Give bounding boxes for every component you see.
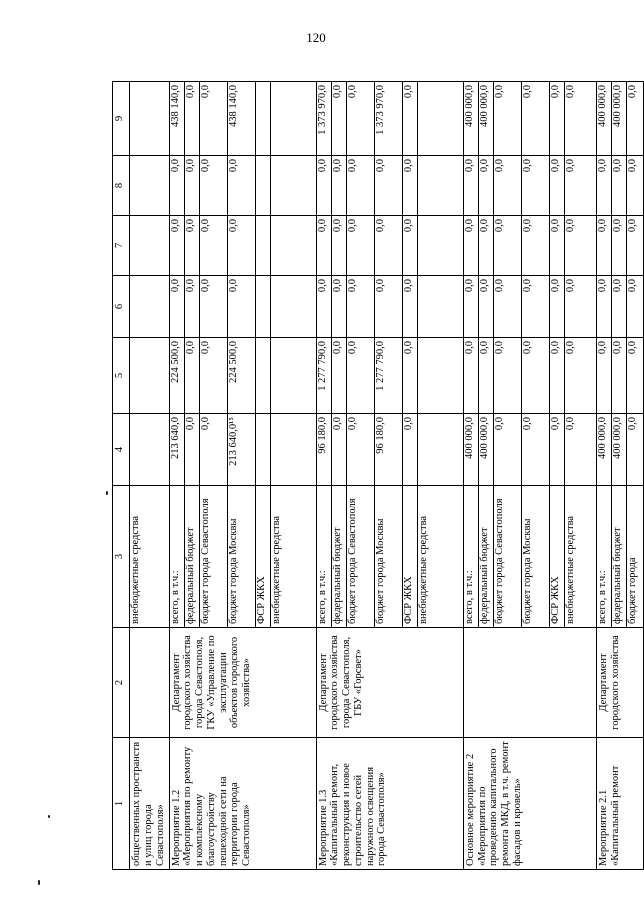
amount-value: 0,0 — [597, 156, 612, 215]
amount-value: 400 000,0 — [464, 82, 479, 155]
amount-value — [271, 156, 311, 215]
amount-value: 400 000,0 — [597, 414, 612, 485]
measure-name-cell: Основное мероприятие 2 «Мероприятия по проведению капитального ремонта МКД, в т.ч. ремонт фасадов и кровель» — [463, 738, 597, 870]
amount-value: 438 140,0 — [228, 82, 256, 155]
amount-value: 0,0 — [564, 279, 576, 293]
amount-value — [271, 216, 311, 275]
amount-cell — [130, 216, 170, 276]
funding-source-cell — [169, 486, 316, 628]
amount-value: 0,0 — [522, 276, 550, 337]
funding-source-line: федеральный бюджет — [185, 486, 200, 627]
amount-value: 0,0 — [479, 216, 494, 275]
amount-value — [256, 414, 271, 485]
funding-source-line: внебюджетные средства — [564, 515, 576, 624]
amount-cell — [130, 414, 170, 486]
amount-value — [271, 414, 311, 485]
amount-cell — [316, 338, 463, 414]
amount-value: 0,0 — [627, 417, 639, 431]
amount-value — [271, 276, 311, 337]
header-cell: 7 — [113, 216, 130, 276]
amount-value: 0,0 — [347, 216, 375, 275]
amount-cell — [316, 216, 463, 276]
amount-value: 0,0 — [564, 341, 576, 355]
funding-source-line: федеральный бюджет — [332, 486, 347, 627]
scan-speck — [38, 880, 40, 885]
amount-cell — [169, 156, 316, 216]
amount-value — [418, 414, 458, 485]
amount-value: 0,0 — [522, 82, 550, 155]
header-row — [113, 82, 130, 870]
funding-source-line: ФСР ЖКХ — [550, 486, 565, 627]
amount-value: 0,0 — [464, 276, 479, 337]
table-row — [463, 82, 597, 870]
amount-value: 0,0 — [550, 414, 565, 485]
amount-value: 0,0 — [597, 216, 612, 275]
amount-value — [130, 276, 157, 337]
amount-value: 0,0 — [403, 156, 418, 215]
amount-value: 0,0 — [612, 276, 627, 337]
amount-value — [418, 276, 458, 337]
amount-value: 0,0 — [550, 216, 565, 275]
funding-source-line: бюджет города Севастополя — [200, 486, 228, 627]
funding-source-line: федеральный бюджет — [612, 486, 627, 627]
amount-value — [271, 338, 311, 413]
amount-value: 0,0 — [627, 341, 639, 355]
amount-cell — [169, 82, 316, 156]
amount-value — [256, 156, 271, 215]
amount-value: 0,0 — [403, 276, 418, 337]
amount-value: 400 000,0 — [597, 82, 612, 155]
amount-value: 0,0 — [627, 279, 639, 293]
executor-cell — [463, 628, 597, 738]
amount-value: 1 277 790,0 — [375, 338, 403, 413]
amount-value: 0,0 — [185, 82, 200, 155]
amount-value — [130, 156, 157, 215]
amount-value: 0,0 — [479, 156, 494, 215]
header-cell: 6 — [113, 276, 130, 338]
amount-cell — [169, 414, 316, 486]
amount-cell — [130, 276, 170, 338]
amount-cell — [316, 414, 463, 486]
funding-source-line: федеральный бюджет — [479, 486, 494, 627]
amount-value: 0,0 — [200, 82, 228, 155]
amount-value: 0,0 — [597, 276, 612, 337]
header-cell: 1 — [113, 738, 130, 870]
amount-value: 0,0 — [627, 85, 639, 99]
amount-value: 0,0 — [347, 338, 375, 413]
funding-source-line: бюджет города Москвы — [375, 486, 403, 627]
header-cell: 3 — [113, 486, 130, 628]
table-row — [597, 82, 644, 870]
funding-source-line: ФСР ЖКХ — [403, 486, 418, 627]
amount-value — [130, 414, 157, 485]
amount-value: 0,0 — [185, 216, 200, 275]
amount-cell — [597, 338, 644, 414]
amount-cell — [463, 156, 597, 216]
amount-value: 0,0 — [185, 414, 200, 485]
amount-cell — [597, 156, 644, 216]
amount-value: 0,0 — [332, 338, 347, 413]
scan-speck — [106, 491, 108, 495]
amount-value: 0,0 — [597, 338, 612, 413]
amount-cell — [130, 156, 170, 216]
amount-cell — [130, 338, 170, 414]
amount-value: 0,0 — [403, 82, 418, 155]
executor-cell: Департамент городского хозяйства — [597, 628, 644, 738]
measure-name-cell: Мероприятие 1.3 «Капитальный ремонт, реконструкция и новое строительство сетей наружного освещения города Севастополя» — [316, 738, 463, 870]
amount-value: 0,0 — [170, 276, 185, 337]
amount-value: 0,0 — [200, 338, 228, 413]
header-cell: 4 — [113, 414, 130, 486]
amount-value: 0,0 — [185, 156, 200, 215]
amount-value: 0,0 — [494, 338, 522, 413]
amount-value: 1 373 970,0 — [317, 82, 332, 155]
amount-value — [130, 216, 157, 275]
amount-value — [418, 216, 458, 275]
funding-source-cell — [463, 486, 597, 628]
amount-value: 0,0 — [612, 338, 627, 413]
funding-source-line: бюджет города Севастополя — [494, 486, 522, 627]
amount-value: 0,0 — [627, 219, 639, 233]
amount-value — [256, 276, 271, 337]
amount-value: 438 140,0 — [170, 82, 185, 155]
amount-value: 0,0 — [375, 216, 403, 275]
header-cell: 8 — [113, 156, 130, 216]
amount-value: 400 000,0 — [479, 414, 494, 485]
amount-value: 0,0 — [627, 159, 639, 173]
amount-value: 0,0 — [317, 216, 332, 275]
amount-cell — [316, 82, 463, 156]
amount-value: 0,0 — [564, 417, 576, 431]
amount-value: 0,0 — [375, 276, 403, 337]
amount-value: 0,0 — [228, 276, 256, 337]
amount-value: 0,0 — [185, 338, 200, 413]
amount-value: 224 500,0 — [228, 338, 256, 413]
amount-value: 0,0 — [200, 156, 228, 215]
amount-value: 0,0 — [550, 276, 565, 337]
amount-value: 0,0 — [550, 156, 565, 215]
amount-value: 0,0 — [564, 219, 576, 233]
rotated-table-wrapper — [112, 82, 644, 870]
amount-cell — [463, 276, 597, 338]
amount-cell — [169, 338, 316, 414]
amount-value: 0,0 — [464, 216, 479, 275]
amount-cell — [463, 338, 597, 414]
funding-source-line: ФСР ЖКХ — [256, 486, 271, 627]
executor-cell: Департамент городского хозяйства города Севастополя, ГБУ «Горсвет» — [316, 628, 463, 738]
amount-cell — [316, 276, 463, 338]
amount-value: 0,0 — [403, 338, 418, 413]
funding-source-line: всего, в т.ч.: — [464, 486, 479, 627]
amount-value: 400 000,0 — [612, 414, 627, 485]
funding-source-line: бюджет города Севастополя — [347, 486, 375, 627]
amount-cell — [316, 156, 463, 216]
funding-source-line: бюджет города Москвы — [228, 486, 256, 627]
amount-value: 0,0 — [564, 85, 576, 99]
amount-value: 0,0 — [564, 159, 576, 173]
amount-value: 0,0 — [200, 216, 228, 275]
measure-name-cell: общественных пространств и улиц города Севастополя» — [130, 738, 170, 870]
amount-value: 213 640,0 — [170, 414, 185, 485]
amount-value: 0,0 — [317, 156, 332, 215]
amount-value: 0,0 — [494, 216, 522, 275]
amount-value: 0,0 — [170, 156, 185, 215]
funding-source-line: всего, в т.ч.: — [317, 486, 332, 627]
amount-cell — [130, 82, 170, 156]
amount-value: 0,0 — [347, 156, 375, 215]
amount-value: 0,0 — [494, 156, 522, 215]
budget-table — [112, 81, 644, 870]
amount-value: 0,0 — [317, 276, 332, 337]
amount-value: 1 373 970,0 — [375, 82, 403, 155]
executor-cell: Департамент городского хозяйства города Севастополя, ГКУ «Управление по эксплуатации объектов городского хозяйства» — [169, 628, 316, 738]
amount-value: 0,0 — [332, 156, 347, 215]
amount-value — [418, 156, 458, 215]
funding-source-line: внебюджетные средства — [270, 515, 282, 624]
amount-cell — [597, 276, 644, 338]
amount-value — [130, 338, 157, 413]
measure-name-cell: Мероприятие 1.2 «Мероприятия по ремонту и комплексному благоустройству пешеходной сети на территории города Севастополя» — [169, 738, 316, 870]
amount-value: 96 180,0 — [317, 414, 332, 485]
measure-name-cell: Мероприятие 2.1 «Капитальный ремонт — [597, 738, 644, 870]
amount-value: 0,0 — [479, 338, 494, 413]
amount-value: 0,0 — [522, 414, 550, 485]
page-number: 120 — [306, 30, 326, 45]
amount-value: 96 180,0 — [375, 414, 403, 485]
amount-value: 0,0 — [494, 82, 522, 155]
amount-value: 0,0 — [522, 338, 550, 413]
amount-cell — [169, 216, 316, 276]
scan-speck — [48, 815, 50, 818]
amount-value: 0,0 — [200, 414, 228, 485]
amount-value: 0,0 — [479, 276, 494, 337]
amount-value: 0,0 — [522, 216, 550, 275]
amount-value: 0,0 — [550, 82, 565, 155]
amount-cell — [597, 414, 644, 486]
amount-value: 0,0 — [332, 216, 347, 275]
amount-value: 0,0 — [464, 338, 479, 413]
amount-value: 0,0 — [494, 414, 522, 485]
amount-value: 0,0 — [200, 276, 228, 337]
amount-value: 0,0 — [403, 414, 418, 485]
amount-value: 0,0 — [494, 276, 522, 337]
amount-cell — [597, 82, 644, 156]
header-cell: 9 — [113, 82, 130, 156]
amount-value — [256, 216, 271, 275]
amount-value: 0,0 — [375, 156, 403, 215]
table-body — [113, 82, 644, 870]
funding-source-line: внебюджетные средства — [417, 515, 429, 624]
amount-value: 0,0 — [612, 216, 627, 275]
amount-value: 0,0 — [228, 156, 256, 215]
funding-source-line: всего, в т.ч.: — [170, 486, 185, 627]
amount-value: 0,0 — [185, 276, 200, 337]
funding-source-cell — [130, 486, 170, 628]
funding-source-cell — [597, 486, 644, 628]
table-row — [316, 82, 463, 870]
amount-value: 400 000,0 — [479, 82, 494, 155]
amount-value: 0,0 — [347, 414, 375, 485]
amount-value: 0,0 — [347, 276, 375, 337]
amount-value: 400 000,0 — [464, 414, 479, 485]
amount-value: 0,0 — [550, 338, 565, 413]
table-row — [130, 82, 170, 870]
amount-value: 0,0 — [332, 276, 347, 337]
amount-value: 224 500,0 — [170, 338, 185, 413]
amount-value: 400 000,0 — [612, 82, 627, 155]
amount-value — [130, 82, 157, 155]
amount-value: 0,0 — [170, 216, 185, 275]
funding-source-line: бюджет города Москвы — [522, 486, 550, 627]
amount-value: 213 640,0¹⁵ — [228, 414, 256, 485]
amount-value: 0,0 — [332, 414, 347, 485]
amount-value — [256, 82, 271, 155]
executor-cell — [130, 628, 170, 738]
amount-cell — [463, 216, 597, 276]
amount-value — [418, 338, 458, 413]
funding-source-cell — [316, 486, 463, 628]
funding-source-line: внебюджетные средства — [130, 515, 141, 624]
funding-source-line: бюджет города — [627, 557, 639, 624]
amount-cell — [169, 276, 316, 338]
header-cell: 5 — [113, 338, 130, 414]
funding-source-line: всего, в т.ч.: — [597, 486, 612, 627]
amount-value: 0,0 — [228, 216, 256, 275]
header-cell: 2 — [113, 628, 130, 738]
amount-value: 0,0 — [522, 156, 550, 215]
amount-value — [271, 82, 311, 155]
amount-value — [256, 338, 271, 413]
amount-cell — [597, 216, 644, 276]
amount-value: 0,0 — [464, 156, 479, 215]
amount-value: 0,0 — [612, 156, 627, 215]
table-row — [169, 82, 316, 870]
amount-value — [418, 82, 458, 155]
amount-value: 0,0 — [347, 82, 375, 155]
amount-value: 0,0 — [403, 216, 418, 275]
amount-cell — [463, 82, 597, 156]
amount-value: 1 277 790,0 — [317, 338, 332, 413]
amount-value: 0,0 — [332, 82, 347, 155]
amount-cell — [463, 414, 597, 486]
